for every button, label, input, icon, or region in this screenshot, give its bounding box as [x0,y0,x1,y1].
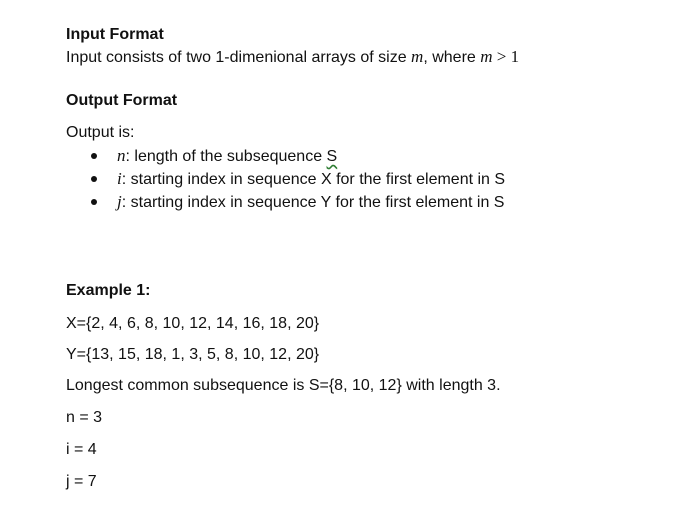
output-bullet-n-tail: S [326,148,338,165]
input-format-description [66,47,519,68]
input-format-text-mid: , where [423,49,481,66]
input-format-heading: Input Format [66,26,164,43]
example-heading: Example 1: [66,282,151,299]
input-format-var-m-2: m [480,47,493,66]
bullet-icon [91,176,97,182]
output-format-heading: Output Format [66,92,178,109]
example-y-array: Y={13, 15, 18, 1, 3, 5, 8, 10, 12, 20} [66,346,320,363]
output-bullet-j-label: : starting index in sequence Y for the first element in S [121,194,505,211]
output-var-n: n [117,146,126,165]
output-bullet-i-label: : starting index in sequence X for the first element in S [121,171,506,188]
example-lcs-text: Longest common subsequence is S={8, 10, 12} with length 3. [66,377,501,394]
output-bullet-j-text [117,192,504,213]
bullet-icon [91,199,97,205]
example-x-array: X={2, 4, 6, 8, 10, 12, 14, 16, 18, 20} [66,315,320,332]
output-var-j: j [117,192,122,211]
output-format-intro: Output is: [66,124,135,141]
output-var-i: i [117,169,122,188]
input-format-var-m: m [411,47,424,66]
example-j-value: j = 7 [66,473,97,490]
example-i-value: i = 4 [66,441,97,458]
example-n-value: n = 3 [66,409,103,426]
output-bullet-n-text [117,146,337,167]
input-format-condition: > 1 [492,47,520,66]
input-format-text-before: Input consists of two 1-dimenional arrays of size [66,49,412,66]
bullet-icon [91,153,97,159]
output-bullet-n-label: : length of the subsequence [125,148,327,165]
output-bullet-i-text [117,169,505,190]
